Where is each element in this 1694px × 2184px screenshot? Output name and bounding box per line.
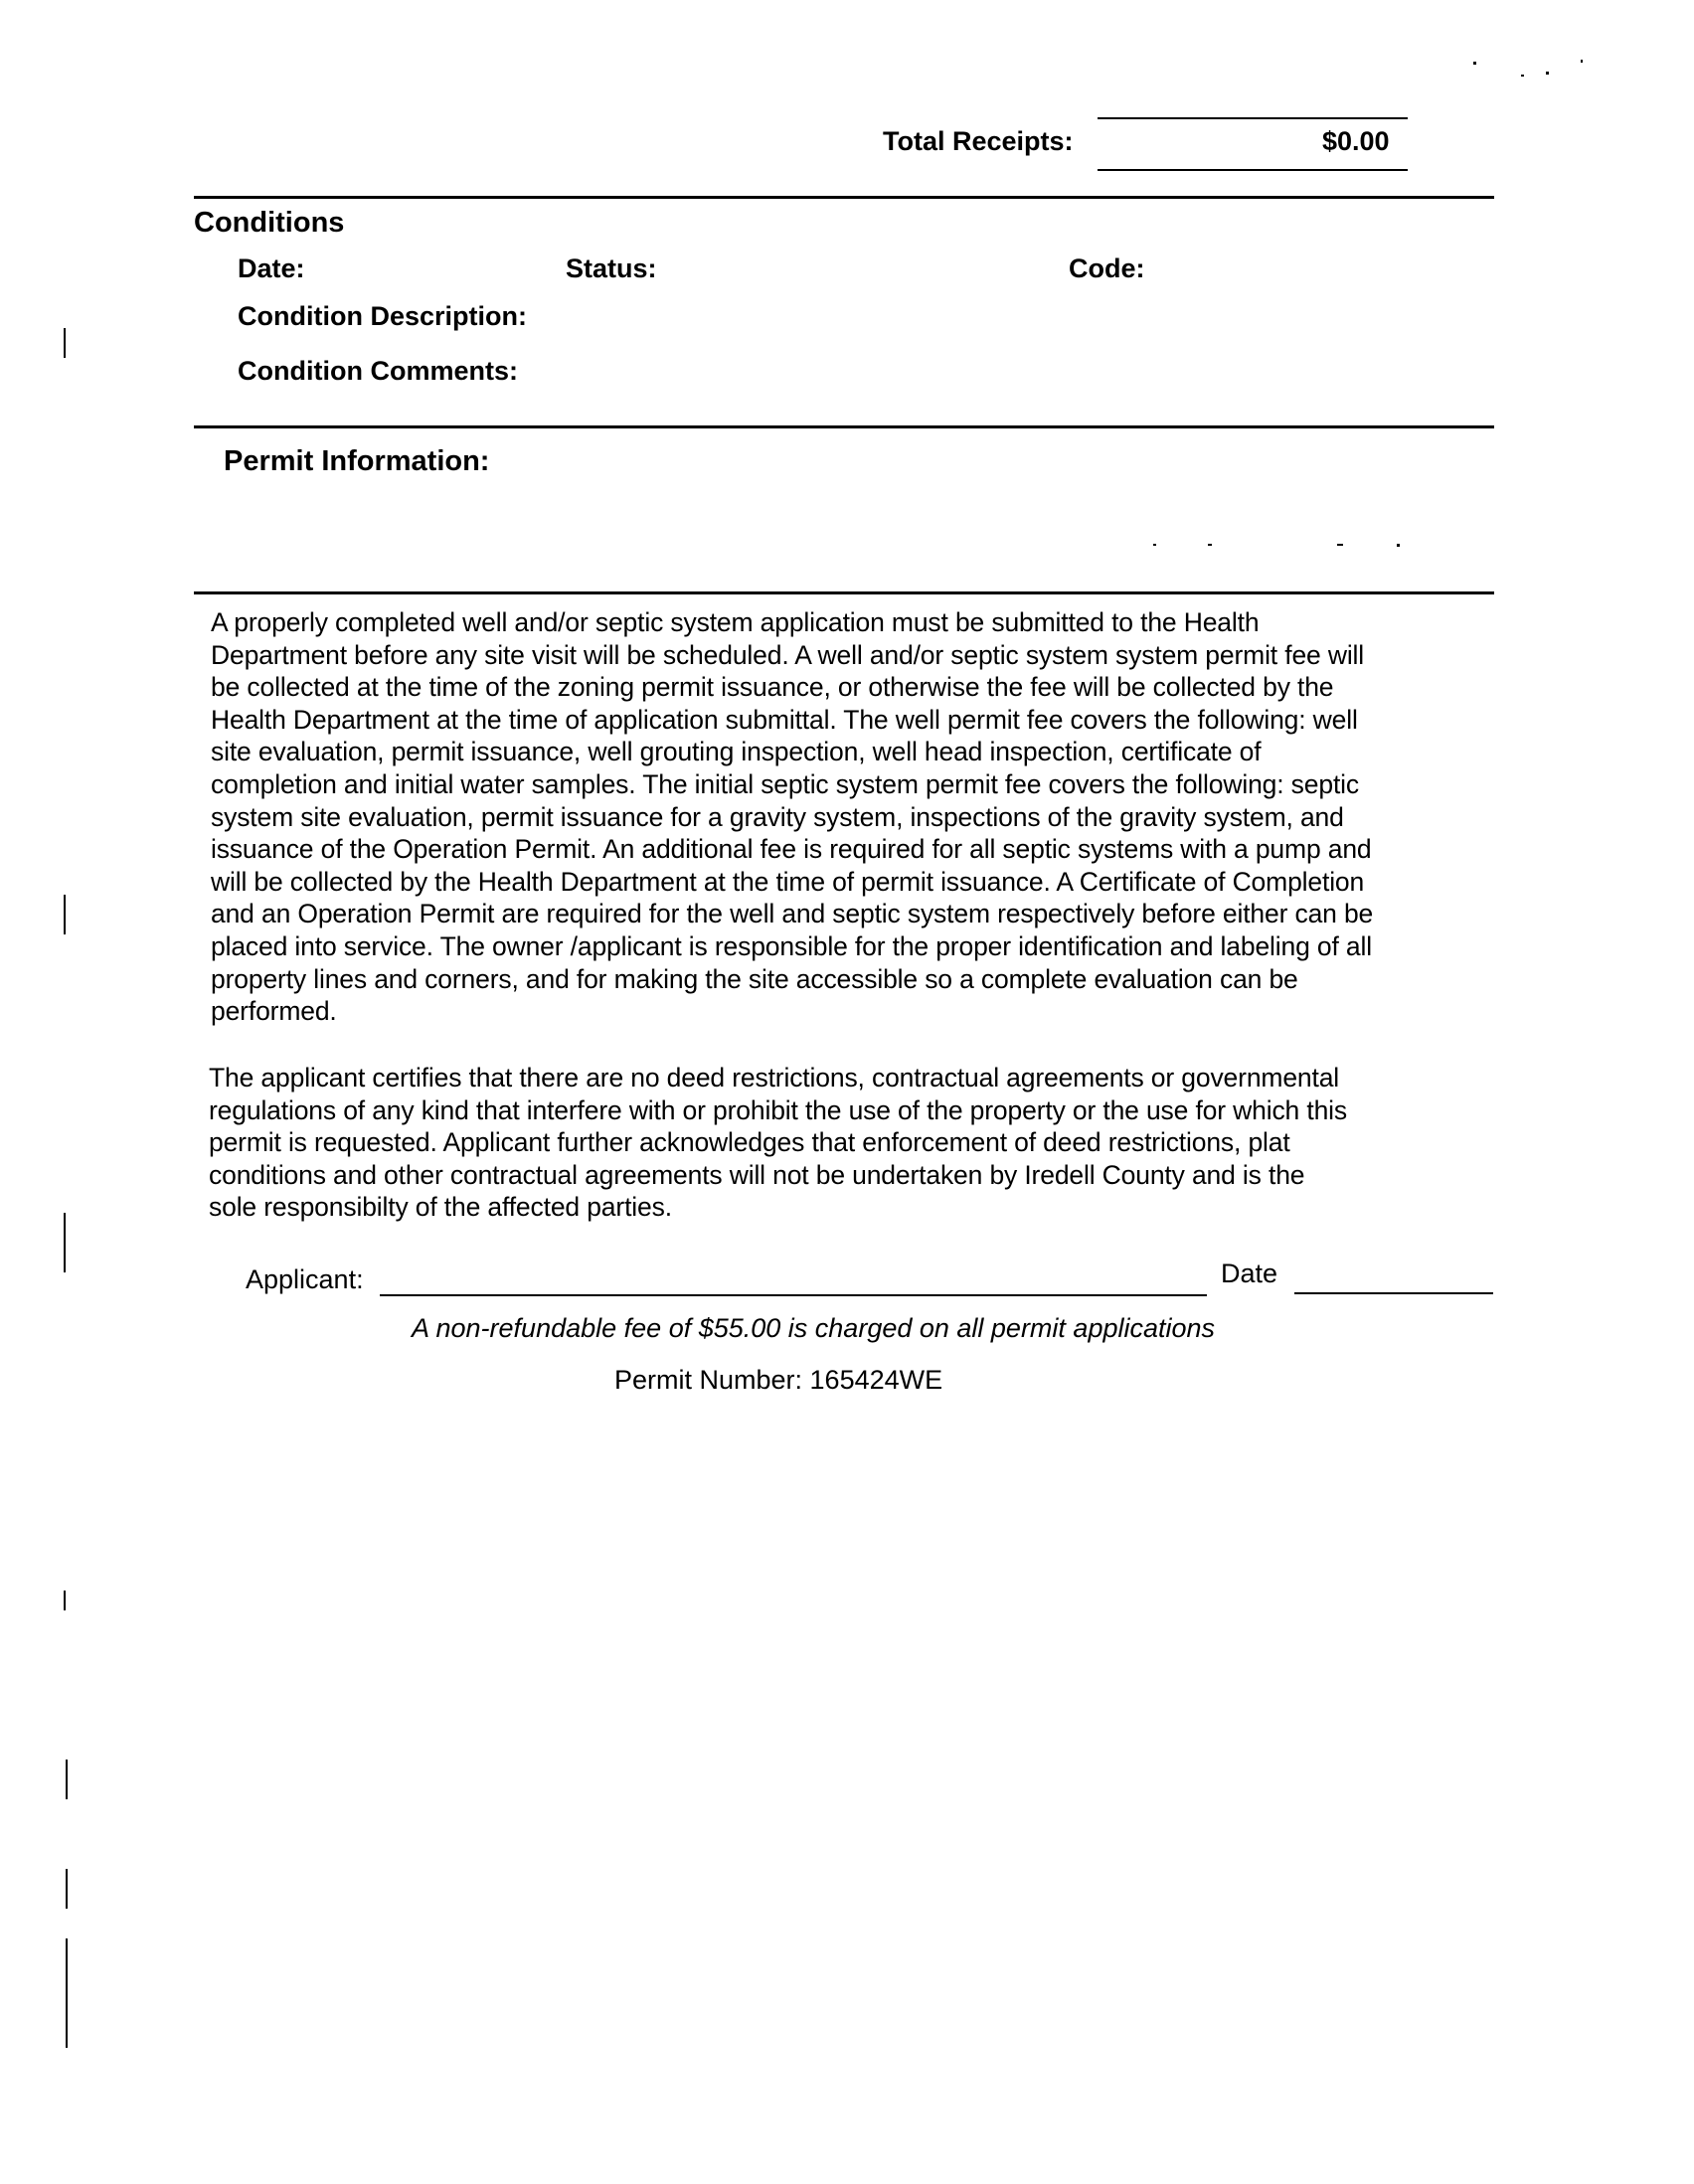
condition-status-label: Status: <box>566 253 657 283</box>
scan-speck <box>66 1869 68 1909</box>
applicant-signature-line[interactable] <box>380 1294 1207 1296</box>
scan-speck <box>1546 72 1549 75</box>
section-divider <box>194 425 1494 428</box>
applicant-label: Applicant: <box>246 1264 364 1294</box>
scan-speck <box>1521 75 1524 77</box>
notice-paragraph <box>211 606 1503 1028</box>
scan-speck <box>1208 544 1212 546</box>
receipts-bottom-rule <box>1098 169 1408 171</box>
section-divider <box>194 591 1494 594</box>
scan-speck <box>66 1938 68 2048</box>
notice-line: property lines and corners, and for making the site accessible so a complete evaluation can be <box>211 963 1298 994</box>
conditions-heading: Conditions <box>194 207 345 239</box>
notice-line: site evaluation, permit issuance, well grouting inspection, well head inspection, certificate of <box>211 737 1262 767</box>
signature-date-line[interactable] <box>1294 1292 1493 1294</box>
notice-line: system site evaluation, permit issuance for a gravity system, inspections of the gravity system, and <box>211 801 1344 832</box>
certification-paragraph <box>209 1062 1501 1224</box>
certification-line: permit is requested. Applicant further acknowledges that enforcement of deed restrictions, plat <box>209 1127 1290 1158</box>
certification-line: sole responsibilty of the affected parties. <box>209 1192 672 1223</box>
condition-comments-label: Condition Comments: <box>238 356 518 386</box>
notice-line: performed. <box>211 996 337 1027</box>
condition-description-label: Condition Description: <box>238 301 527 331</box>
scan-speck <box>1581 60 1583 63</box>
certification-line: The applicant certifies that there are no deed restrictions, contractual agreements or governmental <box>209 1063 1340 1092</box>
section-divider <box>194 196 1494 199</box>
permit-number: Permit Number: 165424WE <box>614 1365 943 1395</box>
notice-line: Department before any site visit will be scheduled. A well and/or septic system system permit fee will <box>211 639 1365 670</box>
notice-line: placed into service. The owner /applicant is responsible for the proper identification and labeling of all <box>211 930 1372 961</box>
total-receipts-amount: $0.00 <box>1322 126 1390 156</box>
notice-line: Health Department at the time of application submittal. The well permit fee covers the following: well <box>211 704 1358 735</box>
notice-line: and an Operation Permit are required for the well and septic system respectively before either can be <box>211 899 1374 929</box>
scan-speck <box>64 1213 66 1272</box>
condition-date-label: Date: <box>238 253 305 283</box>
scan-speck <box>1397 544 1400 547</box>
permit-information-heading: Permit Information: <box>224 445 490 477</box>
notice-line: A properly completed well and/or septic system application must be submitted to the Health <box>211 607 1260 637</box>
fee-note: A non-refundable fee of $55.00 is charged on all permit applications <box>412 1313 1216 1343</box>
notice-line: completion and initial water samples. The initial septic system permit fee covers the following: septic <box>211 768 1360 799</box>
notice-line: issuance of the Operation Permit. An additional fee is required for all septic systems with a pump and <box>211 834 1372 865</box>
scan-speck <box>1337 544 1343 546</box>
total-receipts-label: Total Receipts: <box>883 126 1074 156</box>
scan-speck <box>66 1760 68 1799</box>
certification-line: regulations of any kind that interfere with or prohibit the use of the property or the use for which this <box>209 1094 1347 1125</box>
scan-speck <box>1153 544 1156 546</box>
notice-line: be collected at the time of the zoning permit issuance, or otherwise the fee will be collected by the <box>211 672 1334 703</box>
scan-speck <box>1473 62 1476 65</box>
scan-speck <box>64 328 66 358</box>
signature-date-label: Date <box>1221 1259 1278 1288</box>
scan-speck <box>64 1591 66 1610</box>
condition-code-label: Code: <box>1069 253 1145 283</box>
certification-line: conditions and other contractual agreements will not be undertaken by Iredell County and is the <box>209 1159 1305 1190</box>
scan-speck <box>64 895 66 934</box>
receipts-top-rule <box>1098 117 1408 119</box>
notice-line: will be collected by the Health Department at the time of permit issuance. A Certificate of Completion <box>211 866 1365 897</box>
